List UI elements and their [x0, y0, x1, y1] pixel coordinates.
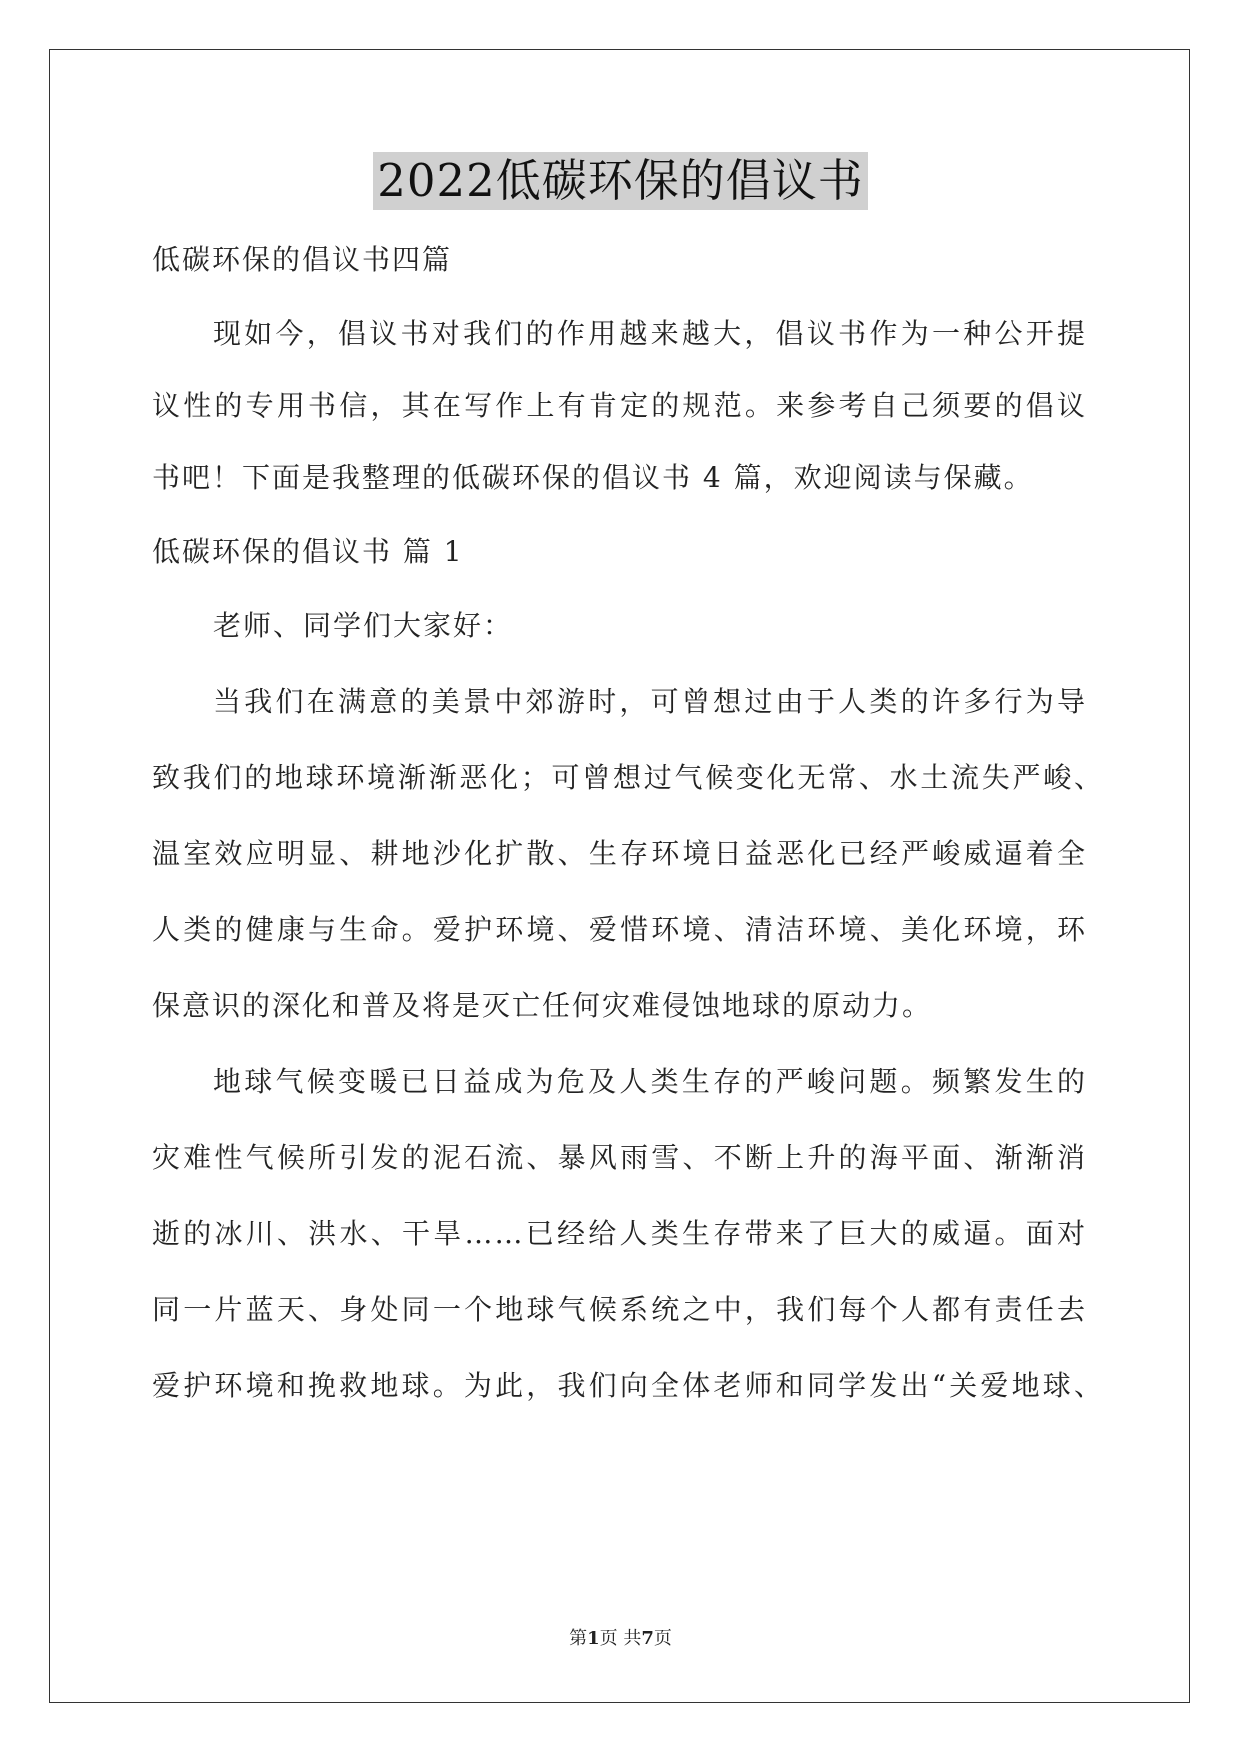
paragraph-line: 人类的健康与生命。爱护环境、爱惜环境、清洁环境、美化环境，环: [152, 913, 1087, 946]
page-footer: [0, 1627, 1241, 1651]
paragraph-line: 同一片蓝天、身处同一个地球气候系统之中，我们每个人都有责任去: [152, 1293, 1087, 1326]
page-border: [49, 49, 1190, 1703]
footer-prefix: 第: [569, 1628, 588, 1649]
current-page-number: 1: [587, 1628, 600, 1649]
title-container: [0, 152, 1241, 210]
paragraph-line: 致我们的地球环境渐渐恶化；可曾想过气候变化无常、水土流失严峻、: [152, 761, 1104, 794]
paragraph-line: 温室效应明显、耕地沙化扩散、生存环境日益恶化已经严峻威逼着全: [152, 837, 1087, 870]
paragraph-line: 现如今，倡议书对我们的作用越来越大，倡议书作为一种公开提: [213, 317, 1087, 350]
paragraph-line: 地球气候变暖已日益成为危及人类生存的严峻问题。频繁发生的: [213, 1065, 1087, 1098]
paragraph-line: 当我们在满意的美景中郊游时，可曾想过由于人类的许多行为导: [213, 685, 1087, 718]
paragraph-line: 爱护环境和挽救地球。为此，我们向全体老师和同学发出“关爱地球、: [152, 1369, 1104, 1402]
subtitle-line: 低碳环保的倡议书四篇: [152, 243, 453, 276]
paragraph-line: 书吧！下面是我整理的低碳环保的倡议书 4 篇，欢迎阅读与保藏。: [152, 461, 1034, 494]
footer-suffix: 页: [653, 1628, 672, 1649]
paragraph-line: 灾难性气候所引发的泥石流、暴风雨雪、不断上升的海平面、渐渐消: [152, 1141, 1087, 1174]
paragraph-line: 保意识的深化和普及将是灭亡任何灾难侵蚀地球的原动力。: [152, 989, 933, 1022]
document-title: 2022低碳环保的倡议书: [373, 152, 868, 210]
total-page-number: 7: [641, 1628, 654, 1649]
paragraph-line: 议性的专用书信，其在写作上有肯定的规范。来参考自己须要的倡议: [152, 389, 1087, 422]
section-heading: 低碳环保的倡议书 篇 1: [152, 535, 464, 568]
salutation-line: 老师、同学们大家好：: [213, 609, 514, 642]
footer-mid: 页 共: [599, 1628, 642, 1649]
paragraph-line: 逝的冰川、洪水、干旱……已经给人类生存带来了巨大的威逼。面对: [152, 1217, 1087, 1250]
